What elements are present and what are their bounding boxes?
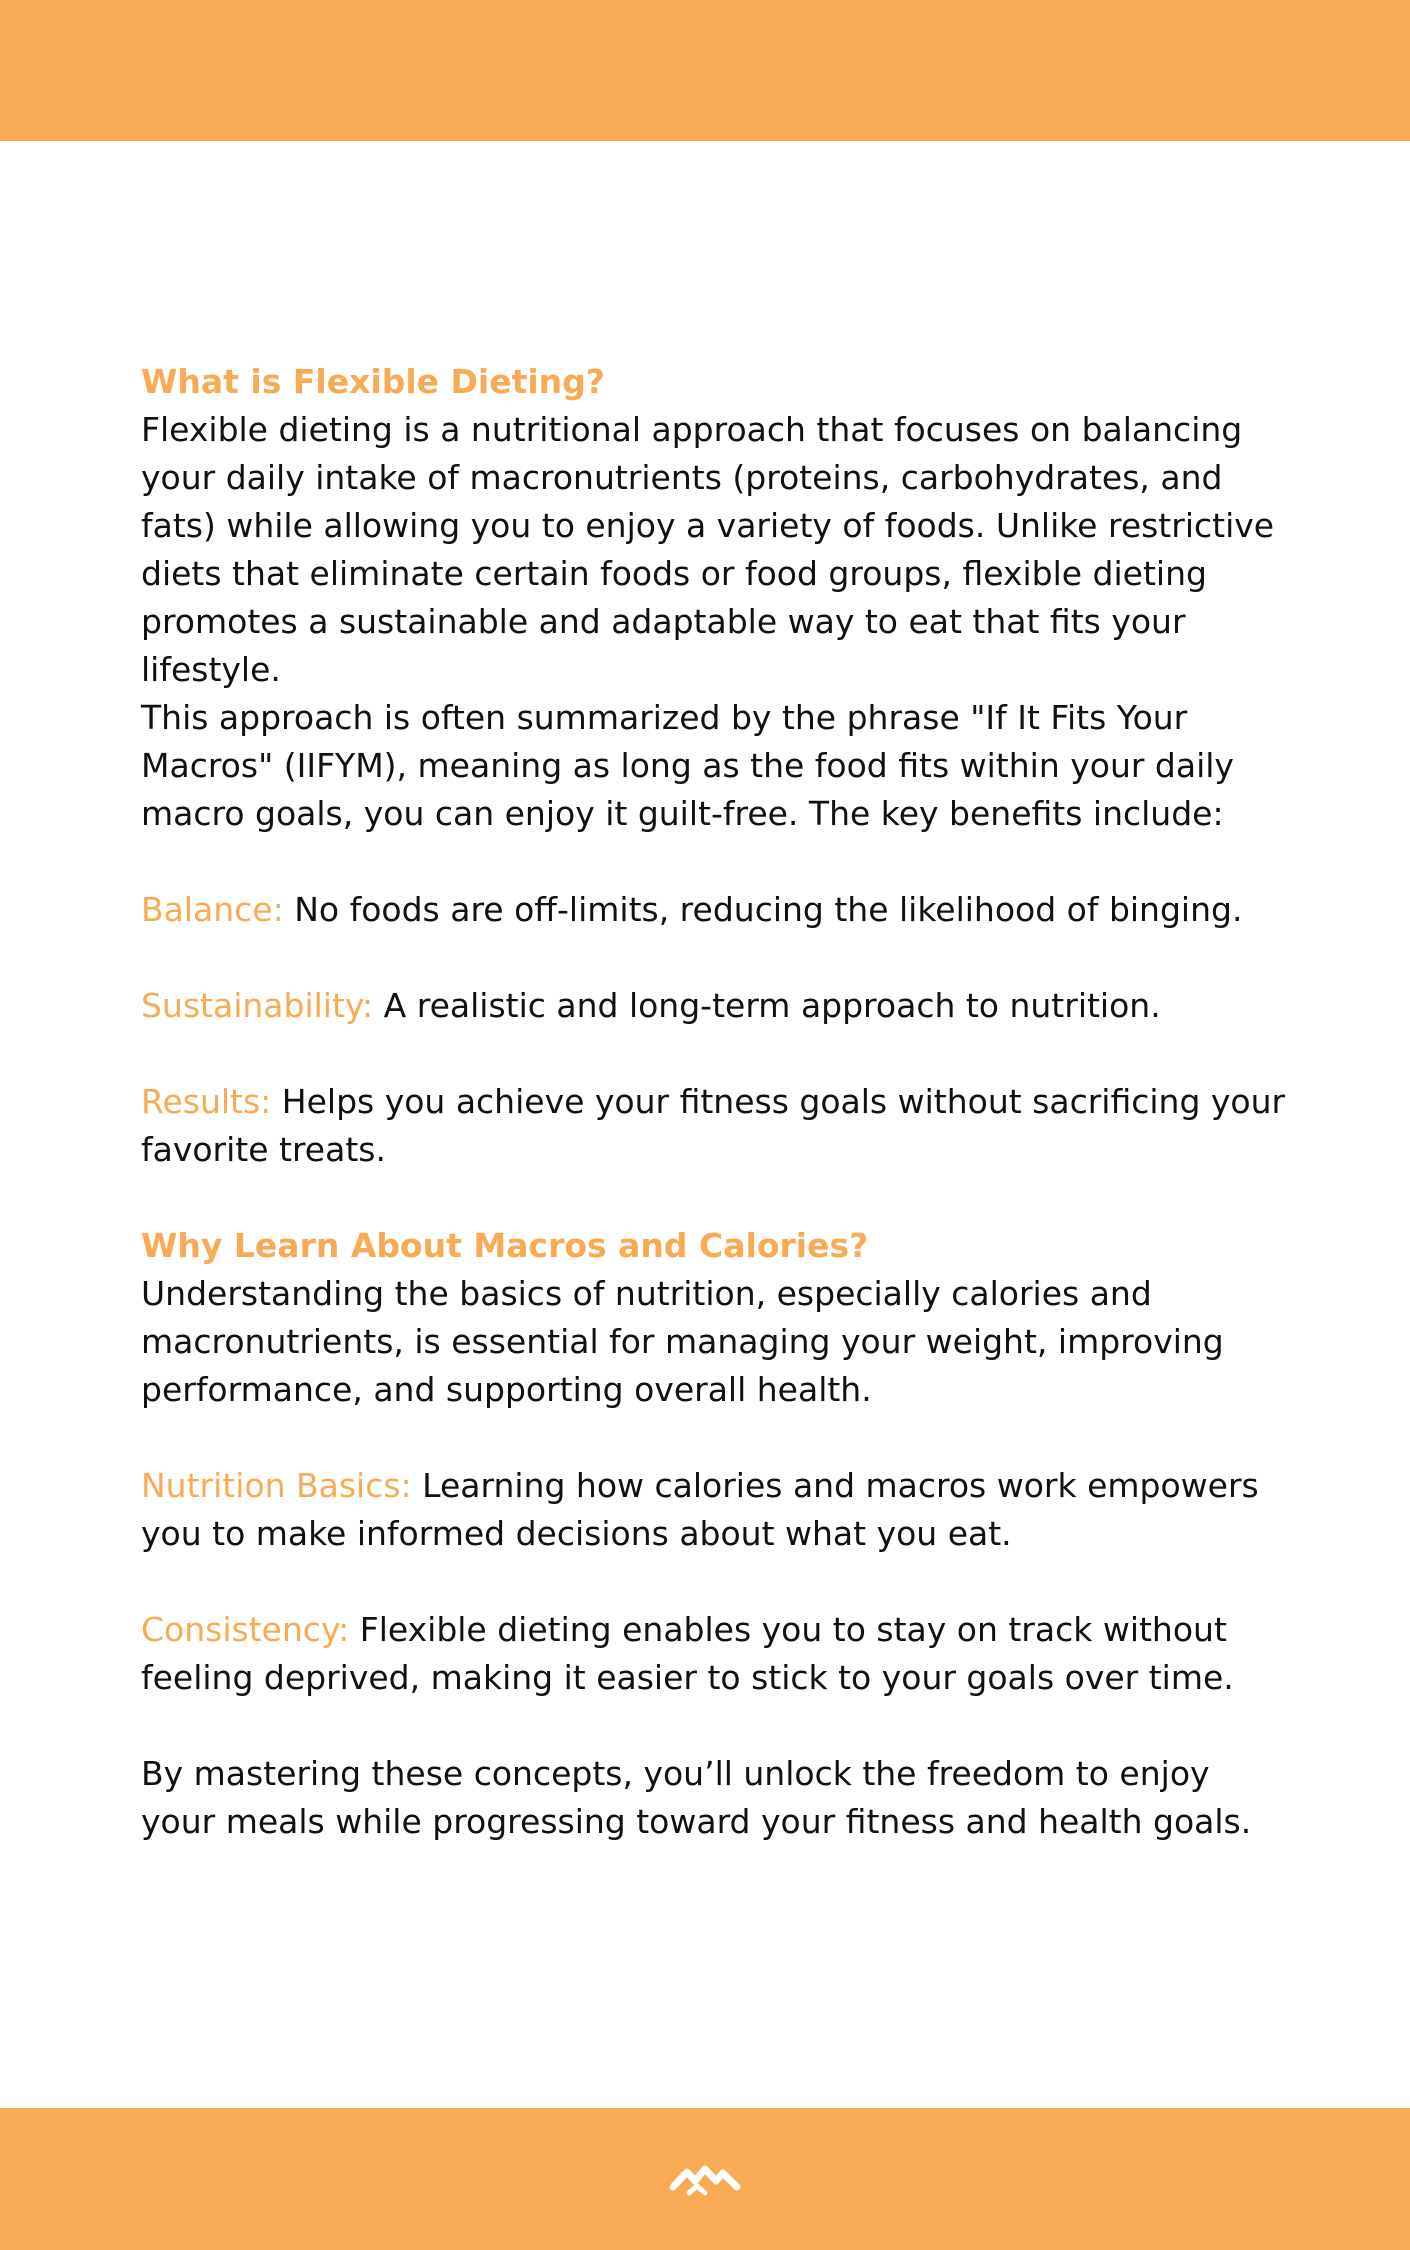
- mountain-logo-icon: [669, 2157, 741, 2197]
- header-bar: [0, 0, 1410, 141]
- closing-paragraph: By mastering these concepts, you’ll unlock the freedom to enjoy your meals while progressing toward your fitness and health goals.: [141, 1754, 1252, 1841]
- benefit-results: [141, 1078, 1291, 1174]
- point-term: Consistency:: [141, 1610, 350, 1649]
- point-consistency: [141, 1606, 1291, 1702]
- intro-paragraph: Flexible dieting is a nutritional approach that focuses on balancing your daily intake of macronutrients (proteins, carbohydrates, and fats) while allowing you to enjoy a variety of foods. Unlike restrictive diets that eliminate certain foods or food groups, flexible dieting promotes a sustainable and adaptable way to eat that fits your lifestyle.: [141, 410, 1275, 689]
- point-text: Flexible dieting enables you to stay on track without feeling deprived, making it easier to stick to your goals over time.: [141, 1610, 1234, 1697]
- benefit-text: Helps you achieve your fitness goals without sacrificing your favorite treats.: [141, 1082, 1286, 1169]
- iifym-paragraph: This approach is often summarized by the phrase "If It Fits Your Macros" (IIFYM), meaning as long as the food fits within your daily macro goals, you can enjoy it guilt-free. The key benefits include:: [141, 698, 1234, 833]
- benefit-term: Balance:: [141, 890, 284, 929]
- point-term: Nutrition Basics:: [141, 1466, 412, 1505]
- point-nutrition-basics: [141, 1462, 1291, 1558]
- article-content: [141, 358, 1291, 1846]
- point-text: Learning how calories and macros work empowers you to make informed decisions about what you eat.: [141, 1466, 1259, 1553]
- benefit-balance: [141, 886, 1291, 934]
- benefit-sustainability: [141, 982, 1291, 1030]
- macros-paragraph: Understanding the basics of nutrition, especially calories and macronutrients, is essential for managing your weight, improving performance, and supporting overall health.: [141, 1274, 1224, 1409]
- benefit-text: A realistic and long-term approach to nutrition.: [383, 986, 1161, 1025]
- section-heading-macros: Why Learn About Macros and Calories?: [141, 1226, 869, 1265]
- benefit-text: No foods are off-limits, reducing the likelihood of binging.: [294, 890, 1243, 929]
- section-heading-flexible-dieting: What is Flexible Dieting?: [141, 362, 605, 401]
- benefit-term: Sustainability:: [141, 986, 374, 1025]
- benefit-term: Results:: [141, 1082, 272, 1121]
